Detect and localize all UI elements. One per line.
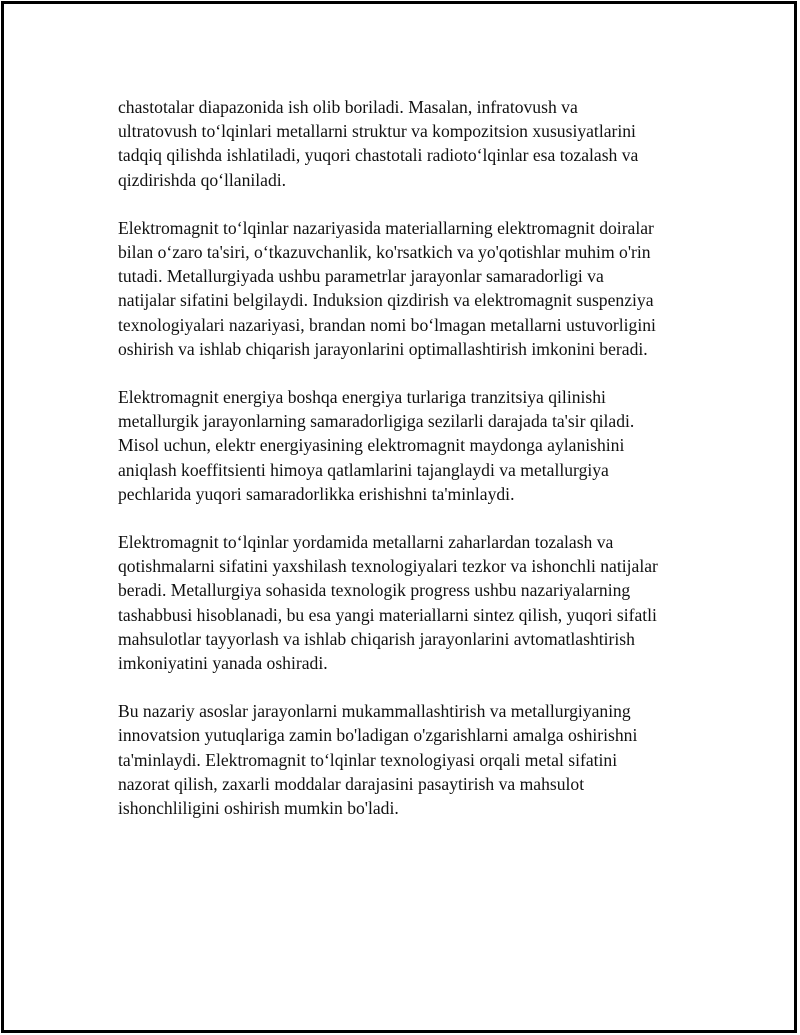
text-line: innovatsion yutuqlariga zamin bo'ladigan o'zgarishlarni amalga oshirishni (118, 725, 638, 746)
text-line: natijalar sifatini belgilaydi. Induksion qizdirish va elektromagnit suspenziya (118, 290, 654, 311)
text-line: chastotalar diapazonida ish olib boriladi. Masalan, infratovush va (118, 97, 578, 117)
text-line: nazorat qilish, zaxarli moddalar darajasini pasaytirish va mahsulot (118, 773, 585, 794)
text-line: Bu nazariy asoslar jarayonlarni mukammallashtirish va metallurgiyaning (118, 701, 631, 722)
text-line: tutadi. Metallurgiyada ushbu parametrlar jarayonlar samaradorligi va (118, 266, 604, 287)
text-line: ishonchliligini oshirish mumkin bo'ladi. (118, 798, 399, 819)
paragraph-5 (118, 699, 690, 820)
text-line: ultratovush to‘lqinlari metallarni struktur va kompozitsion xususiyatlarini (118, 121, 636, 142)
text-line: ta'minlaydi. Elektromagnit to‘lqinlar texnologiyasi orqali metal sifatini (118, 749, 618, 770)
text-line: qotishmalarni sifatini yaxshilash texnologiyalari tezkor va ishonchli natijalar (118, 556, 658, 577)
text-line: Misol uchun, elektr energiyasining elektromagnit maydonga aylanishini (118, 435, 625, 456)
document-body (118, 95, 690, 844)
text-line: bilan o‘zaro ta'siri, o‘tkazuvchanlik, ko'rsatkich va yo'qotishlar muhim o'rin (118, 242, 651, 263)
text-line: texnologiyalari nazariyasi, brandan nomi bo‘lmagan metallarni ustuvorligini (118, 314, 656, 335)
text-line: qizdirishda qo‘llaniladi. (118, 169, 287, 190)
text-line: aniqlash koeffitsienti himoya qatlamlarini tajanglaydi va metallurgiya (118, 459, 609, 480)
text-line: imkoniyatini yanada oshiradi. (118, 653, 328, 674)
text-line: oshirish va ishlab chiqarish jarayonlarini optimallashtirish imkonini beradi. (118, 338, 648, 359)
text-line: tashabbusi hisoblanadi, bu esa yangi materiallarni sintez qilish, yuqori sifatli (118, 604, 657, 625)
page-frame (1, 1, 797, 1033)
text-line: metallurgik jarayonlarning samaradorligiga sezilarli darajada ta'sir qiladi. (118, 411, 635, 432)
text-line: mahsulotlar tayyorlash va ishlab chiqarish jarayonlarini avtomatlashtirish (118, 628, 635, 649)
text-line: Elektromagnit energiya boshqa energiya turlariga tranzitsiya qilinishi (118, 387, 606, 408)
paragraph-3 (118, 385, 690, 506)
paragraph-1 (118, 95, 690, 192)
text-line: tadqiq qilishda ishlatiladi, yuqori chastotali radioto‘lqinlar esa tozalash va (118, 145, 639, 166)
paragraph-2 (118, 216, 690, 361)
text-line: beradi. Metallurgiya sohasida texnologik progress ushbu nazariyalarning (118, 580, 631, 601)
paragraph-4 (118, 530, 690, 675)
text-line: Elektromagnit to‘lqinlar yordamida metallarni zaharlardan tozalash va (118, 532, 614, 553)
text-line: pechlarida yuqori samaradorlikka erishishni ta'minlaydi. (118, 483, 515, 504)
text-line: Elektromagnit to‘lqinlar nazariyasida materiallarning elektromagnit doiralar (118, 217, 654, 238)
